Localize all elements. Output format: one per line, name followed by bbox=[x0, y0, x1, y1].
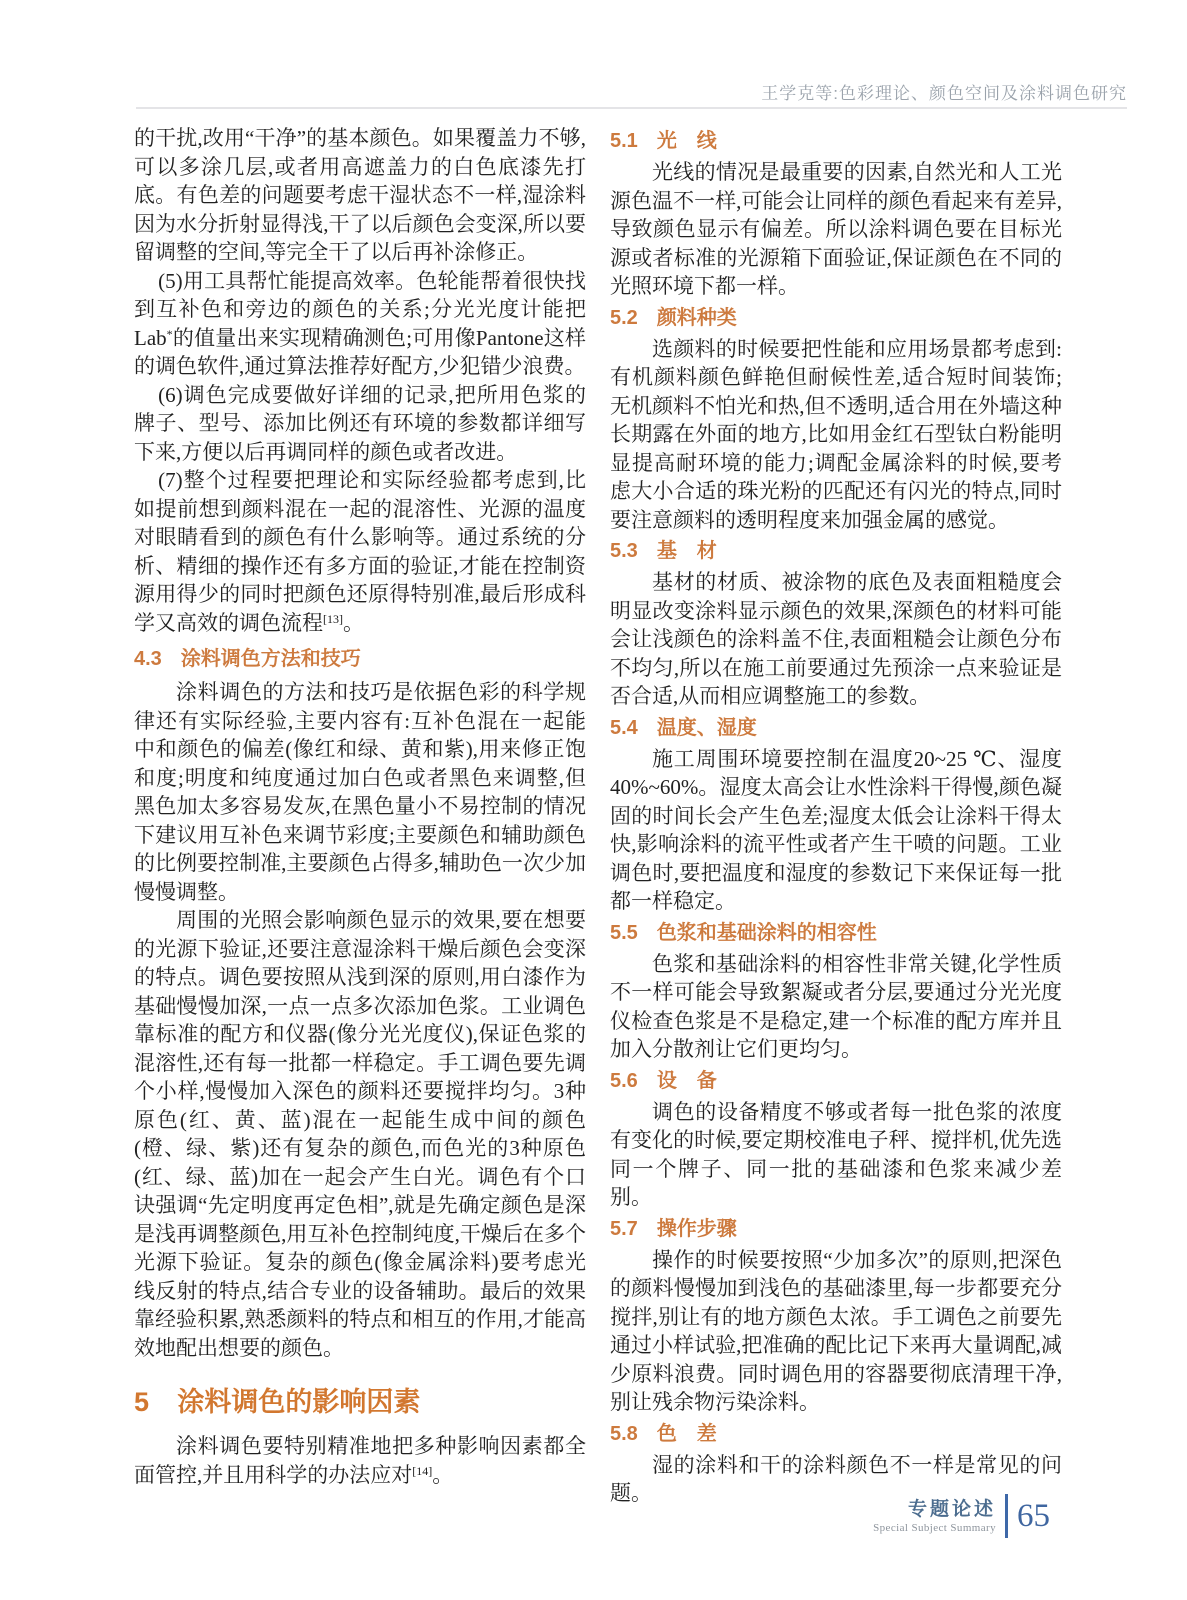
section-heading-5-2 bbox=[610, 304, 1062, 333]
footer-category-en: Special Subject Summary bbox=[873, 1521, 996, 1534]
section-number: 5.4 bbox=[610, 716, 638, 739]
paragraph-5-1: 光线的情况是最重要的因素,自然光和人工光源色温不一样,可能会让同样的颜色看起来有差异,导致颜色显示有偏差。所以涂料调色要在目标光源或者标准的光源箱下面验证,保证颜色在不同的光照环境下都一样。 bbox=[610, 160, 1062, 298]
paragraph-5-4: 施工周围环境要控制在温度20~25 ℃、湿度40%~60%。湿度太高会让水性涂料干得慢,颜色凝固的时间长会产生色差;湿度太低会让涂料干得太快,影响涂料的流平性或者产生干喷的问题。工业调色时,要把温度和湿度的参数记下来保证每一批都一样稳定。 bbox=[610, 746, 1062, 913]
section-heading-5 bbox=[134, 1386, 586, 1419]
section-title: 色浆和基础涂料的相容性 bbox=[656, 921, 877, 944]
section-number: 5.7 bbox=[610, 1217, 638, 1240]
section-heading-5-5 bbox=[610, 919, 1062, 948]
paragraph-5-3: 基材的材质、被涂物的底色及表面粗糙度会明显改变涂料显示颜色的效果,深颜色的材料可能会让浅颜色的涂料盖不住,表面粗糙会让颜色分布不均匀,所以在施工前要通过先预涂一点来验证是否合适,从而相应调整施工的参数。 bbox=[610, 570, 1062, 708]
section-title: 颜料种类 bbox=[656, 306, 737, 329]
section-title: 基 材 bbox=[656, 540, 717, 562]
paragraph-5-8: 湿的涂料和干的涂料颜色不一样是常见的问题。 bbox=[610, 1452, 1062, 1505]
paragraph-5-2: 选颜料的时候要把性能和应用场景都考虑到:有机颜料颜色鲜艳但耐候性差,适合短时间装饰;无机颜料不怕光和热,但不透明,适合用在外墙这种长期露在外面的地方,比如用金红石型钛白粉能明显提高耐环境的能力;调配金属涂料的时候,要考虑大小合适的珠光粉的匹配还有闪光的特点,同时要注意颜料的透明程度来加强金属的感觉。 bbox=[610, 336, 1062, 532]
section-number: 5.2 bbox=[610, 306, 638, 329]
section-number: 5.5 bbox=[610, 921, 638, 944]
section-title: 设 备 bbox=[656, 1069, 717, 1092]
citation-14: [14] bbox=[412, 1463, 433, 1478]
section-heading-5-8 bbox=[610, 1420, 1062, 1449]
paragraph-item-7: (7)整个过程要把理论和实际经验都考虑到,比如提前想到颜料混在一起的混溶性、光源的温度对眼睛看到的颜色有什么影响等。通过系统的分析、精细的操作还有多方面的验证,才能在控制资源用得少的同时把颜色还原得特别准,最后形成科学又高效的调色流程[13]。 bbox=[134, 468, 586, 635]
section-title: 涂料调色的影响因素 bbox=[177, 1387, 421, 1417]
section-title: 涂料调色方法和技巧 bbox=[180, 648, 361, 670]
section-number: 5.6 bbox=[610, 1069, 638, 1092]
section-number: 5.1 bbox=[610, 130, 638, 152]
section-heading-5-4 bbox=[610, 714, 1062, 743]
paragraph-5-7: 操作的时候要按照“少加多次”的原则,把深色的颜料慢慢加到浅色的基础漆里,每一步都要充分搅拌,别让有的地方颜色太浓。手工调色之前要先通过小样试验,把准确的配比记下来再大量调配,减少原料浪费。同时调色用的容器要彻底清理干净,别让残余物污染涂料。 bbox=[610, 1247, 1062, 1414]
footer-divider-bar bbox=[1005, 1494, 1008, 1538]
paragraph-4-3-1: 涂料调色的方法和技巧是依据色彩的科学规律还有实际经验,主要内容有:互补色混在一起能中和颜色的偏差(像红和绿、黄和紫),用来修正饱和度;明度和纯度通过加白色或者黑色来调整,但黑色加太多容易发灰,在黑色量小不易控制的情况下建议用互补色来调节彩度;主要颜色和辅助颜色的比例要控制准,主要颜色占得多,辅助色一次少加慢慢调整。 bbox=[134, 680, 586, 904]
section-heading-5-1 bbox=[610, 127, 1062, 156]
citation-13: [13] bbox=[323, 611, 343, 626]
paragraph-continuation: 的干扰,改用“干净”的基本颜色。如果覆盖力不够,可以多涂几层,或者用高遮盖力的白色底漆先打底。有色差的问题要考虑干湿状态不一样,湿涂料因为水分折射显得浅,干了以后颜色会变深,所以要留调整的空间,等完全干了以后再补涂修正。 bbox=[134, 126, 586, 264]
footer-category-cn: 专题论述 bbox=[907, 1498, 996, 1520]
left-column bbox=[134, 124, 586, 1489]
section-number: 5.3 bbox=[610, 540, 638, 562]
running-header: 王学克等:色彩理论、颜色空间及涂料调色研究 bbox=[761, 84, 1127, 103]
section-title: 温度、湿度 bbox=[656, 716, 757, 739]
section-title: 光 线 bbox=[656, 130, 717, 152]
section-heading-4-3 bbox=[134, 645, 586, 674]
right-column bbox=[610, 124, 1062, 1508]
section-number: 5 bbox=[134, 1387, 150, 1417]
paragraph-item-5: (5)用工具帮忙能提高效率。色轮能帮着很快找到互补色和旁边的颜色的关系;分光光度计能把Lab*的值量出来实现精确测色;可用像Pantone这样的调色软件,通过算法推荐好配方,少犯错少浪费。 bbox=[134, 268, 586, 378]
paragraph-item-6: (6)调色完成要做好详细的记录,把所用色浆的牌子、型号、添加比例还有环境的参数都详细写下来,方便以后再调同样的颜色或者改进。 bbox=[134, 382, 586, 464]
section-title: 色 差 bbox=[656, 1422, 717, 1445]
paragraph-4-3-2: 周围的光照会影响颜色显示的效果,要在想要的光源下验证,还要注意湿涂料干燥后颜色会变深的特点。调色要按照从浅到深的原则,用白漆作为基础慢慢加深,一点一点多次添加色浆。工业调色靠标准的配方和仪器(像分光光度仪),保证色浆的混溶性,还有每一批都一样稳定。手工调色要先调个小样,慢慢加入深色的颜料还要搅拌均匀。3种原色(红、黄、蓝)混在一起能生成中间的颜色(橙、绿、紫)还有复杂的颜色,而色光的3种原色(红、绿、蓝)加在一起会产生白光。调色有个口诀强调“先定明度再定色相”,就是先确定颜色是深是浅再调整颜色,用互补色控制纯度,干燥后在多个光源下验证。复杂的颜色(像金属涂料)要考虑光线反射的特点,结合专业的设备辅助。最后的效果靠经验积累,熟悉颜料的特点和相互的作用,才能高效地配出想要的颜色。 bbox=[134, 908, 586, 1360]
section-heading-5-3 bbox=[610, 537, 1062, 566]
section-heading-5-6 bbox=[610, 1067, 1062, 1096]
paragraph-5-5: 色浆和基础涂料的相容性非常关键,化学性质不一样可能会导致絮凝或者分层,要通过分光光度仪检查色浆是不是稳定,建一个标准的配方库并且加入分散剂让它们更均匀。 bbox=[610, 951, 1062, 1061]
superscript-asterisk: * bbox=[166, 326, 173, 341]
section-number: 5.8 bbox=[610, 1422, 638, 1445]
paragraph-5-intro: 涂料调色要特别精准地把多种影响因素都全面管控,并且用科学的办法应对[14]。 bbox=[134, 1434, 586, 1487]
section-heading-5-7 bbox=[610, 1215, 1062, 1244]
page-footer bbox=[873, 1494, 1050, 1538]
header-rule bbox=[136, 107, 1127, 109]
page-number: 65 bbox=[1017, 1497, 1050, 1534]
footer-category bbox=[873, 1498, 996, 1535]
section-number: 4.3 bbox=[134, 648, 162, 670]
paragraph-5-6: 调色的设备精度不够或者每一批色浆的浓度有变化的时候,要定期校准电子秤、搅拌机,优先选同一个牌子、同一批的基础漆和色浆来减少差别。 bbox=[610, 1099, 1062, 1209]
section-title: 操作步骤 bbox=[656, 1217, 737, 1240]
